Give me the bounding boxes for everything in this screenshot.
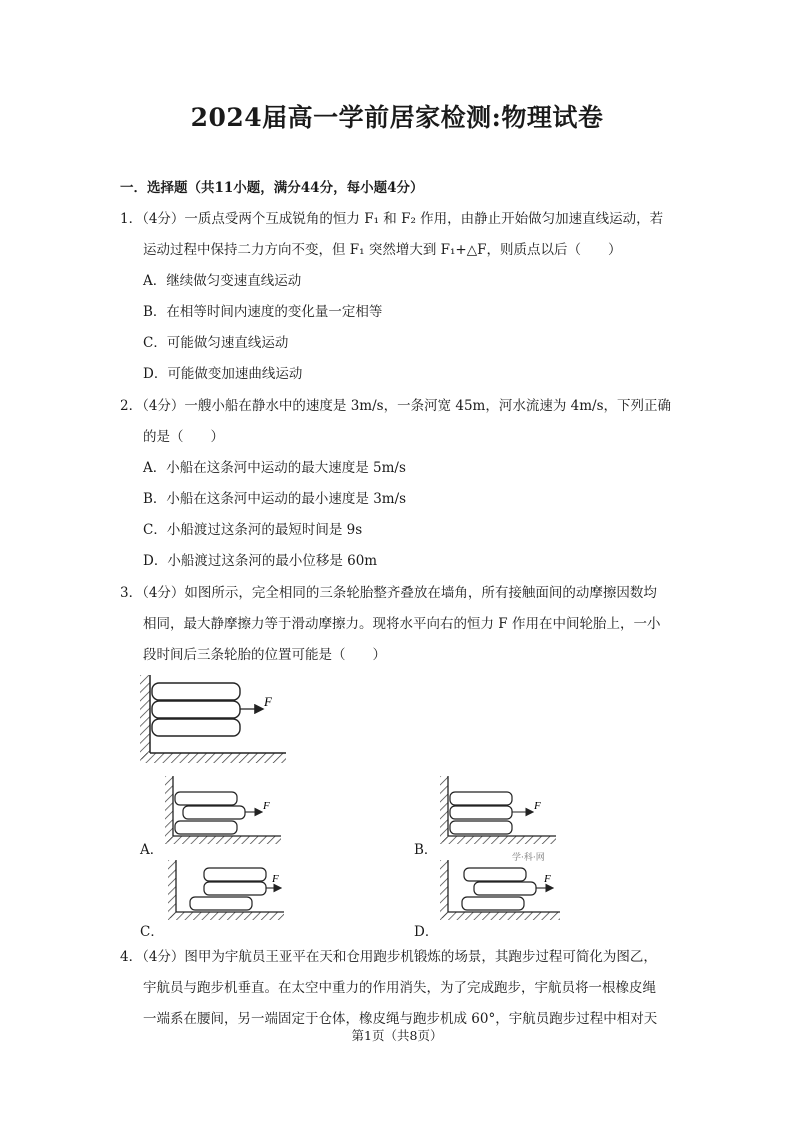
page-title: 2024届高一学前居家检测:物理试卷 [190, 103, 604, 132]
top-tire [175, 792, 237, 805]
question-3-line-2: 相同，最大静摩擦力等于滑动摩擦力。现将水平向右的恒力 F 作用在中间轮胎上，一小 [143, 616, 661, 632]
choice-c-label: C． [140, 924, 164, 940]
top-tire [450, 792, 512, 805]
page-footer: 第1页（共8页） [351, 1028, 443, 1043]
question-4-line-2: 宇航员与跑步机垂直。在太空中重力的作用消失，为了完成跑步，宇航员将一根橡皮绳 [143, 980, 656, 996]
question-3-line-3: 段时间后三条轮胎的位置可能是（ ） [143, 647, 386, 663]
bottom-tire [175, 821, 237, 834]
choice-d-label: D． [414, 924, 439, 940]
question-1-option-d: D．可能做变加速曲线运动 [143, 366, 303, 382]
question-2-line-1: 2．（4分）一艘小船在静水中的速度是 3m/s，一条河宽 45m，河水流速为 4m/s，下列正确 [120, 398, 672, 414]
top-tire [464, 868, 526, 881]
force-label: F [263, 800, 270, 812]
question-3-line-1: 3．（4分）如图所示，完全相同的三条轮胎整齐叠放在墙角，所有接触面间的动摩擦因数均 [120, 585, 657, 601]
section-heading: 一．选择题（共11小题，满分44分，每小题4分） [120, 180, 424, 196]
force-label: F [272, 873, 279, 885]
option-a-figure [165, 776, 285, 846]
question-1-option-b: B．在相等时间内速度的变化量一定相等 [143, 304, 383, 320]
question-2-option-d: D．小船渡过这条河的最小位移是 60m [143, 553, 378, 569]
option-c-figure [168, 860, 288, 922]
choice-a-label: A． [140, 842, 164, 858]
option-b-figure [440, 776, 560, 846]
tire-stack-figure [140, 675, 290, 763]
question-1-option-a: A．继续做匀变速直线运动 [143, 273, 302, 289]
bottom-tire [190, 897, 252, 910]
question-4-line-3: 一端系在腰间，另一端固定于仓体，橡皮绳与跑步机成 60°，宇航员跑步过程中相对天 [143, 1011, 658, 1027]
question-2-option-a: A．小船在这条河中运动的最大速度是 5m/s [143, 460, 406, 476]
question-4-line-1: 4．（4分）图甲为宇航员王亚平在天和仓用跑步机锻炼的场景，其跑步过程可简化为图乙， [120, 949, 657, 965]
force-label: F [534, 800, 541, 812]
middle-tire [204, 882, 266, 895]
middle-tire [152, 701, 240, 718]
bottom-tire [462, 897, 524, 910]
wall-hatch [140, 675, 150, 759]
force-label: F [544, 873, 551, 885]
top-tire [204, 868, 266, 881]
question-1-line-2: 运动过程中保持二力方向不变，但 F₁ 突然增大到 F₁+△F，则质点以后（ ） [143, 242, 622, 258]
bottom-tire [152, 719, 240, 736]
watermark-stamp: 学·科·网 [512, 853, 545, 863]
choice-b-label: B． [414, 842, 438, 858]
bottom-tire [450, 821, 512, 834]
question-1-option-c: C．可能做匀速直线运动 [143, 335, 289, 351]
question-2-line-2: 的是（ ） [143, 429, 224, 445]
floor-hatch [140, 753, 286, 763]
option-d-figure [440, 860, 564, 922]
question-2-option-c: C．小船渡过这条河的最短时间是 9s [143, 522, 363, 538]
force-label: F [264, 694, 272, 709]
middle-tire [450, 806, 512, 819]
top-tire [152, 683, 240, 700]
question-2-option-b: B．小船在这条河中运动的最小速度是 3m/s [143, 491, 407, 507]
question-1-line-1: 1．（4分）一质点受两个互成锐角的恒力 F₁ 和 F₂ 作用，由静止开始做匀加速直线运动，若 [120, 211, 664, 227]
middle-tire [474, 882, 536, 895]
middle-tire [183, 806, 245, 819]
